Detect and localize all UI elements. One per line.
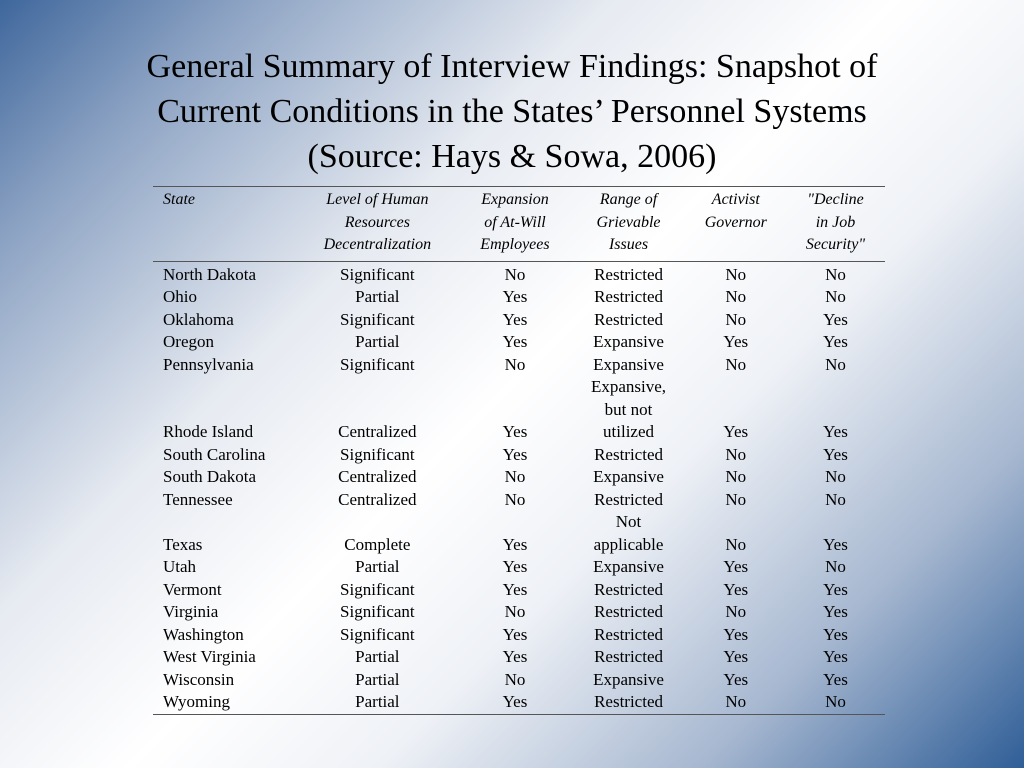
cell-expansion: No xyxy=(504,467,526,486)
header-state-line: State xyxy=(163,191,195,208)
cell-governor: Yes xyxy=(723,557,749,576)
table-row xyxy=(153,466,885,489)
header-level xyxy=(296,187,458,262)
cell-state: Vermont xyxy=(163,579,222,599)
cell-range xyxy=(571,579,685,602)
cell-decline: No xyxy=(825,467,846,486)
cell-expansion: Yes xyxy=(502,287,528,306)
cell-level: Significant xyxy=(340,624,415,644)
table-row xyxy=(153,444,885,467)
cell-range xyxy=(571,601,685,624)
cell-range xyxy=(571,669,685,692)
cell-decline: No xyxy=(825,557,846,576)
cell-governor: Yes xyxy=(723,579,749,599)
cell-expansion: Yes xyxy=(502,647,528,666)
cell-expansion: Yes xyxy=(502,534,528,554)
cell-governor: No xyxy=(725,602,747,621)
cell-decline: Yes xyxy=(823,579,848,599)
header-governor-line-1: Activist xyxy=(711,191,760,208)
cell-decline: Yes xyxy=(823,624,848,644)
cell-range xyxy=(571,376,685,444)
cell-governor: No xyxy=(725,287,747,306)
cell-expansion: Yes xyxy=(502,579,528,599)
header-governor xyxy=(686,187,786,262)
cell-state: South Dakota xyxy=(163,467,257,486)
cell-range-line: applicable xyxy=(593,534,664,554)
cell-governor: No xyxy=(725,354,747,374)
header-range-line-3: Issues xyxy=(608,236,649,253)
cell-range-line: Restricted xyxy=(594,444,663,464)
cell-expansion: Yes xyxy=(502,557,528,576)
cell-governor: No xyxy=(725,489,747,509)
cell-governor: No xyxy=(725,309,747,329)
table-row xyxy=(153,376,885,444)
cell-expansion: Yes xyxy=(502,444,528,464)
table-row xyxy=(153,646,885,669)
cell-governor: Yes xyxy=(723,669,749,689)
cell-range xyxy=(571,556,685,579)
cell-level: Significant xyxy=(340,264,415,284)
table-row xyxy=(153,669,885,692)
cell-range-line: Restricted xyxy=(594,624,663,644)
cell-level: Partial xyxy=(355,647,400,666)
header-governor-line-2: Governor xyxy=(704,213,767,231)
cell-level: Partial xyxy=(355,332,400,351)
table-header xyxy=(153,187,885,262)
cell-governor: No xyxy=(725,444,747,464)
table-row xyxy=(153,579,885,602)
cell-state: South Carolina xyxy=(163,444,266,464)
header-expansion-line-2: of At-Will xyxy=(484,213,546,231)
cell-decline: Yes xyxy=(823,534,848,554)
title-line-3: (Source: Hays & Sowa, 2006) xyxy=(307,138,717,175)
cell-range xyxy=(571,624,685,647)
findings-table xyxy=(153,186,885,715)
table-row xyxy=(153,489,885,512)
cell-governor: No xyxy=(725,467,747,486)
header-expansion xyxy=(458,187,571,262)
cell-state: Oklahoma xyxy=(163,309,234,329)
cell-governor: Yes xyxy=(723,647,749,666)
title-line-2: Current Conditions in the States’ Personnel Systems xyxy=(157,93,867,130)
cell-expansion: Yes xyxy=(502,309,528,329)
cell-range xyxy=(571,286,685,309)
cell-state: Wyoming xyxy=(153,691,296,714)
cell-level: Significant xyxy=(340,602,415,621)
header-level-line-2: Resources xyxy=(344,213,410,231)
cell-range-line: utilized xyxy=(603,422,655,441)
title-line-1: General Summary of Interview Findings: Snapshot of xyxy=(146,48,878,85)
table-row xyxy=(153,556,885,579)
cell-governor: No xyxy=(725,534,747,554)
header-row xyxy=(153,187,885,262)
cell-range-line: Restricted xyxy=(594,579,663,599)
table-row xyxy=(153,286,885,309)
cell-range xyxy=(571,466,685,489)
cell-decline: No xyxy=(825,287,846,306)
table-row xyxy=(153,261,885,286)
header-decline xyxy=(786,187,885,262)
cell-range xyxy=(571,261,685,286)
cell-decline: Yes xyxy=(823,669,848,689)
cell-governor: No xyxy=(725,264,747,284)
cell-range xyxy=(571,691,685,714)
cell-range xyxy=(571,444,685,467)
cell-level: Significant xyxy=(340,444,415,464)
header-range-line-2: Grievable xyxy=(596,213,661,231)
cell-range-line: Restricted xyxy=(594,264,663,284)
cell-range xyxy=(571,511,685,556)
cell-governor: Yes xyxy=(723,624,749,644)
cell-decline: Yes xyxy=(823,647,848,666)
cell-state: Tennessee xyxy=(163,489,233,509)
cell-range xyxy=(571,309,685,332)
cell-expansion: Yes xyxy=(502,332,528,351)
cell-level: Partial xyxy=(355,669,400,689)
cell-state: Wisconsin xyxy=(163,669,235,689)
table-row xyxy=(153,601,885,624)
cell-level: Partial xyxy=(296,691,458,714)
cell-range-line: Restricted xyxy=(594,602,663,621)
header-range xyxy=(571,187,685,262)
header-level-line-3: Decentralization xyxy=(323,236,432,253)
cell-decline: No xyxy=(825,489,846,509)
header-expansion-line-1: Expansion xyxy=(481,191,549,208)
table-row xyxy=(153,331,885,354)
cell-decline: Yes xyxy=(823,602,848,621)
cell-range-line: Expansive xyxy=(593,557,664,576)
cell-expansion: Yes xyxy=(502,422,528,441)
cell-governor: No xyxy=(686,691,786,714)
header-state xyxy=(153,187,296,262)
cell-decline: No xyxy=(825,354,846,374)
cell-range xyxy=(571,331,685,354)
cell-level: Centralized xyxy=(338,422,417,441)
cell-level: Centralized xyxy=(338,467,417,486)
cell-range-line: Restricted xyxy=(594,489,663,509)
table-row xyxy=(153,511,885,556)
cell-expansion: No xyxy=(504,602,526,621)
cell-decline: Yes xyxy=(823,309,848,329)
header-decline-line-2: in Job xyxy=(815,213,856,231)
cell-range-line: Not xyxy=(615,512,642,531)
cell-state: Utah xyxy=(163,557,197,576)
cell-level: Partial xyxy=(355,557,400,576)
cell-state: Pennsylvania xyxy=(163,354,254,374)
cell-expansion: No xyxy=(504,489,526,509)
cell-range xyxy=(571,354,685,377)
cell-range-line: Expansive, xyxy=(590,377,667,396)
cell-range-line: Expansive xyxy=(593,354,664,374)
cell-level: Partial xyxy=(355,287,400,306)
header-decline-line-3: Security" xyxy=(805,236,866,253)
cell-expansion: No xyxy=(504,264,526,284)
cell-state: Oregon xyxy=(163,332,214,351)
table-row xyxy=(153,691,885,714)
cell-range-line: Restricted xyxy=(594,692,663,711)
cell-range-line: Restricted xyxy=(594,287,663,306)
cell-expansion: No xyxy=(504,669,526,689)
cell-governor: Yes xyxy=(723,332,749,351)
header-expansion-line-3: Employees xyxy=(480,236,550,253)
cell-level: Centralized xyxy=(338,489,417,509)
cell-level: Significant xyxy=(340,579,415,599)
cell-range-line: Expansive xyxy=(593,332,664,351)
cell-range-line: Expansive xyxy=(593,669,664,689)
cell-range-line: Restricted xyxy=(594,309,663,329)
cell-decline: No xyxy=(825,264,846,284)
cell-decline: Yes xyxy=(823,332,848,351)
table-body xyxy=(153,261,885,714)
header-level-line-1: Level of Human xyxy=(326,191,429,208)
cell-state: Rhode Island xyxy=(163,422,254,441)
cell-range xyxy=(571,489,685,512)
cell-level: Significant xyxy=(340,309,415,329)
cell-state: Washington xyxy=(163,624,244,644)
cell-expansion: No xyxy=(504,354,526,374)
cell-range xyxy=(571,646,685,669)
cell-state: West Virginia xyxy=(163,647,256,666)
cell-level: Significant xyxy=(340,354,415,374)
header-range-line-1: Range of xyxy=(599,191,658,208)
slide-title xyxy=(80,44,944,179)
cell-state: Ohio xyxy=(163,287,197,306)
cell-state: North Dakota xyxy=(163,264,257,284)
cell-range-line: Expansive xyxy=(593,467,664,486)
cell-state: Texas xyxy=(163,534,203,554)
cell-governor: Yes xyxy=(723,422,749,441)
cell-range-line: Restricted xyxy=(594,647,663,666)
cell-range-line: but not xyxy=(604,399,653,419)
table-row xyxy=(153,309,885,332)
cell-expansion: Yes xyxy=(502,624,528,644)
cell-state: Virginia xyxy=(163,602,219,621)
cell-decline: Yes xyxy=(823,422,848,441)
table-row xyxy=(153,624,885,647)
header-decline-line-1: "Decline xyxy=(807,191,864,208)
cell-level: Complete xyxy=(344,534,411,554)
table-row xyxy=(153,354,885,377)
cell-decline: No xyxy=(786,691,885,714)
cell-decline: Yes xyxy=(823,444,848,464)
cell-expansion: Yes xyxy=(458,691,571,714)
